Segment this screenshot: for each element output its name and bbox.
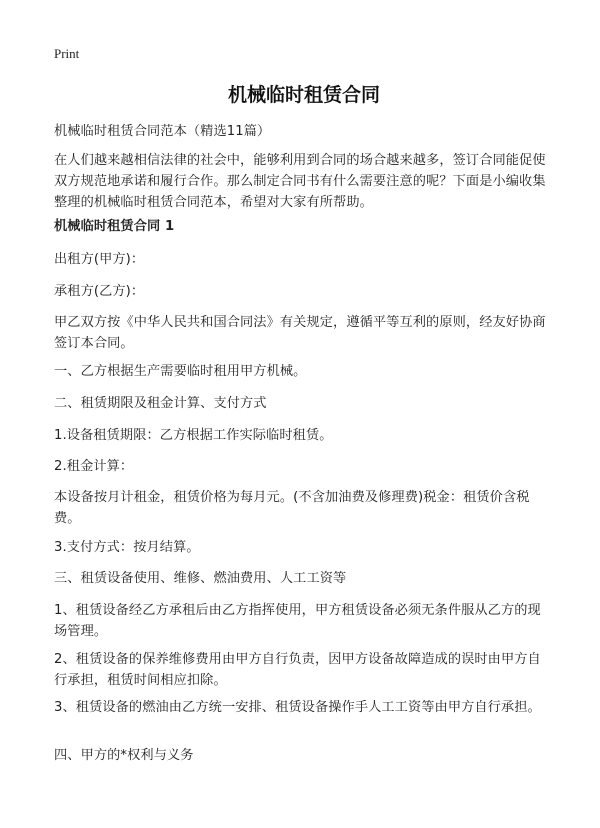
clause-2-2: 2.租金计算： <box>54 459 134 474</box>
section-heading: 机械临时租赁合同 1 <box>54 219 175 234</box>
lessor-line: 出租方(甲方)： <box>54 252 145 267</box>
clause-2-3: 3.支付方式：按月结算。 <box>54 540 200 555</box>
clause-3: 三、租赁设备使用、维修、燃油费用、人工工资等 <box>54 571 347 586</box>
clause-2-2-detail: 本设备按月计租金，租赁价格为每月元。(不含加油费及修理费)税金：租赁价含税费。 <box>54 490 530 526</box>
clause-1: 一、乙方根据生产需要临时租用甲方机械。 <box>54 364 307 379</box>
clause-2-1: 1.设备租赁期限：乙方根据工作实际临时租赁。 <box>54 428 333 443</box>
clause-3-2: 2、租赁设备的保养维修费用由甲方自行负责，因甲方设备故障造成的误时由甲方自行承担，租赁时间相应扣除。 <box>54 652 541 688</box>
clause-3-3: 3、租赁设备的燃油由乙方统一安排、租赁设备操作手人工工资等由甲方自行承担。 <box>54 700 541 715</box>
document-title: 机械临时租赁合同 <box>227 84 380 106</box>
preamble-paragraph: 甲乙双方按《中华人民共和国合同法》有关规定，遵循平等互利的原则，经友好协商签订本合同。 <box>54 315 546 351</box>
clause-2: 二、租赁期限及租金计算、支付方式 <box>54 396 267 411</box>
clause-3-1: 1、租赁设备经乙方承租后由乙方指挥使用，甲方租赁设备必须无条件服从乙方的现场管理。 <box>54 603 541 639</box>
print-link[interactable]: Print <box>54 46 80 61</box>
intro-paragraph: 在人们越来越相信法律的社会中，能够利用到合同的场合越来越多，签订合同能促使双方规范地承诺和履行合作。那么制定合同书有什么需要注意的呢？下面是小编收集整理的机械临时租赁合同范本，希望对大家有所帮助。 <box>54 153 546 210</box>
clause-4: 四、甲方的*权利与义务 <box>54 748 194 763</box>
document-subtitle: 机械临时租赁合同范本（精选11篇） <box>54 124 271 139</box>
lessee-line: 承租方(乙方)： <box>54 284 145 299</box>
